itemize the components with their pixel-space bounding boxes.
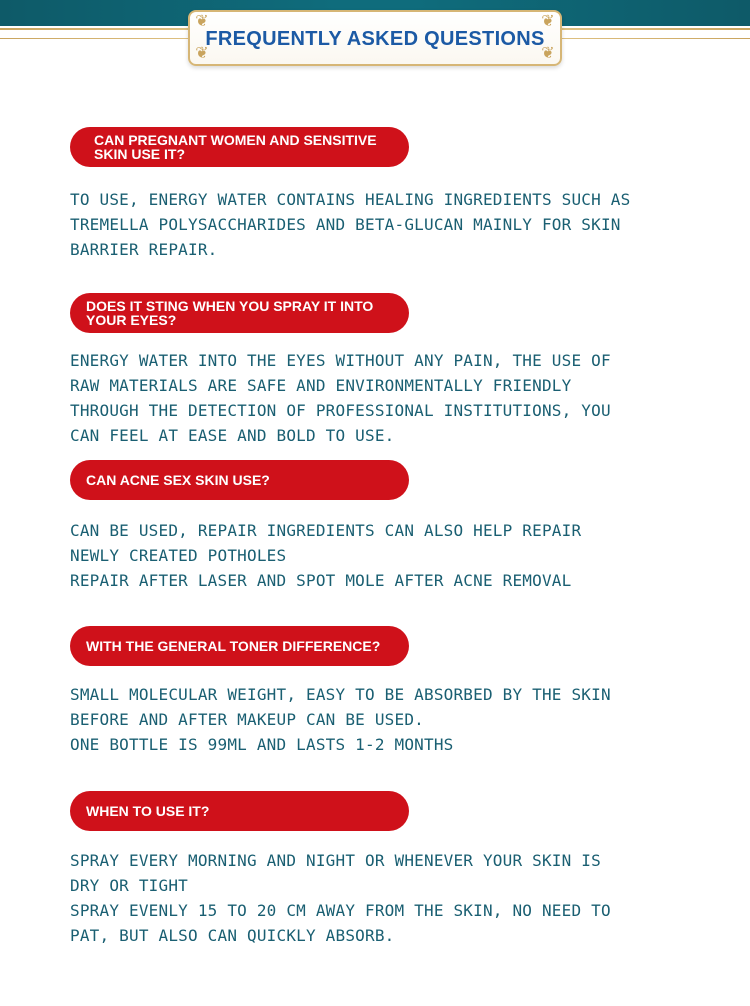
faq-answer-2 [70,348,636,448]
faq-question-text: CAN PREGNANT WOMEN AND SENSITIVE SKIN USE IT? [94,132,377,162]
page-title: FREQUENTLY ASKED QUESTIONS [205,27,545,50]
faq-answer-paragraph: TO USE, ENERGY WATER CONTAINS HEALING INGREDIENTS SUCH AS TREMELLA POLYSACCHARIDES AND BETA-GLUCAN MAINLY FOR SKIN BARRIER REPAIR. [70,190,631,259]
scroll-ornament-icon: ❦ [195,13,209,30]
faq-answer-3 [70,518,636,593]
header-plaque [188,10,562,66]
faq-answer-paragraph: SPRAY EVENLY 15 TO 20 CM AWAY FROM THE SKIN, NO NEED TO PAT, BUT ALSO CAN QUICKLY ABSORB. [70,901,611,945]
faq-question-text: CAN ACNE SEX SKIN USE? [86,472,270,488]
faq-answer-paragraph: THROUGH THE DETECTION OF PROFESSIONAL INSTITUTIONS, YOU CAN FEEL AT EASE AND BOLD TO USE. [70,401,611,445]
faq-answer-paragraph: ENERGY WATER INTO THE EYES WITHOUT ANY PAIN, THE USE OF RAW MATERIALS ARE SAFE AND ENVIRONMENTALLY FRIENDLY [70,351,611,395]
faq-answer-paragraph: REPAIR AFTER LASER AND SPOT MOLE AFTER ACNE REMOVAL [70,571,572,590]
faq-answer-5 [70,848,636,948]
faq-question-3 [70,460,409,500]
faq-answer-paragraph: SPRAY EVERY MORNING AND NIGHT OR WHENEVER YOUR SKIN IS DRY OR TIGHT [70,851,601,895]
faq-question-1 [70,127,409,167]
faq-answer-4 [70,682,636,757]
scroll-ornament-icon: ❦ [541,45,555,62]
scroll-ornament-icon: ❦ [195,45,209,62]
faq-question-text: WITH THE GENERAL TONER DIFFERENCE? [86,638,381,654]
faq-answer-paragraph: BEFORE AND AFTER MAKEUP CAN BE USED. [70,710,424,729]
faq-question-4 [70,626,409,666]
faq-question-5 [70,791,409,831]
faq-question-2 [70,293,409,333]
faq-question-text: DOES IT STING WHEN YOU SPRAY IT INTO YOUR EYES? [86,298,374,328]
faq-answer-1 [70,187,636,262]
scroll-ornament-icon: ❦ [541,13,555,30]
faq-answer-paragraph: ONE BOTTLE IS 99ML AND LASTS 1-2 MONTHS [70,735,454,754]
faq-answer-paragraph: SMALL MOLECULAR WEIGHT, EASY TO BE ABSORBED BY THE SKIN [70,685,611,704]
faq-question-text: WHEN TO USE IT? [86,803,210,819]
faq-answer-paragraph: CAN BE USED, REPAIR INGREDIENTS CAN ALSO HELP REPAIR NEWLY CREATED POTHOLES [70,521,582,565]
